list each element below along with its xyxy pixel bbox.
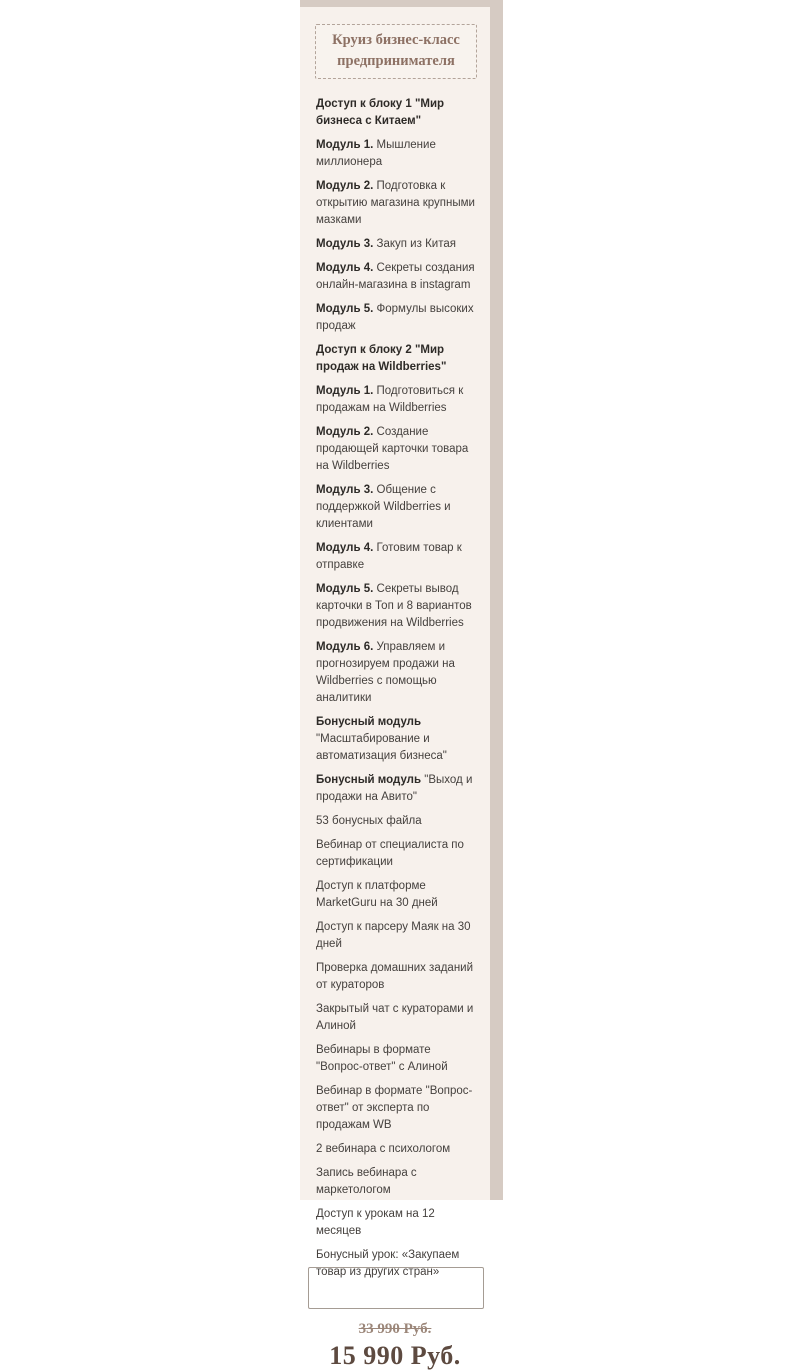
feature-item-text: 2 вебинара с психологом [316, 1143, 451, 1156]
feature-item-text: Вебинар в формате "Вопрос-ответ" от эксперта по продажам WB [316, 1085, 473, 1132]
feature-item [316, 482, 479, 533]
feature-item-text: "Выход и продажи на Авито" [316, 774, 473, 804]
feature-item [316, 1042, 479, 1076]
feature-item-text: Управляем и прогнозируем продажи на Wildberries с помощью аналитики [316, 641, 455, 705]
feature-item [316, 772, 479, 806]
feature-item-bold: Доступ к блоку 1 "Мир бизнеса с Китаем" [316, 98, 445, 128]
feature-item-text: Секреты вывод карточки в Топ и 8 вариантов продвижения на Wildberries [316, 583, 472, 630]
feature-item [316, 837, 479, 871]
feature-item [316, 1165, 479, 1199]
feature-item [316, 813, 479, 830]
new-price: 15 990 Руб. [329, 1341, 461, 1371]
feature-item-text: Проверка домашних заданий от кураторов [316, 962, 474, 992]
feature-item [316, 1001, 479, 1035]
price-block [300, 1321, 490, 1371]
feature-item [316, 639, 479, 707]
course-title: Круиз бизнес-класс предпринимателя [332, 32, 460, 69]
feature-item-bold: Модуль 4. [316, 262, 374, 275]
feature-item [316, 260, 479, 294]
feature-item-bold: Модуль 1. [316, 139, 374, 152]
course-card [300, 0, 503, 1371]
course-panel [300, 7, 490, 1371]
feature-item-text: Готовим товар к отправке [316, 542, 462, 572]
feature-item-text: Запись вебинара с маркетологом [316, 1167, 417, 1197]
feature-item-text: Мышление миллионера [316, 139, 436, 169]
feature-item [316, 919, 479, 953]
feature-item-text: Создание продающей карточки товара на Wildberries [316, 426, 469, 473]
feature-item [316, 878, 479, 912]
feature-item-text: Доступ к платформе MarketGuru на 30 дней [316, 880, 438, 910]
feature-item-text: Закуп из Китая [373, 238, 456, 251]
feature-item [316, 301, 479, 335]
feature-item-text: Бонусный урок: «Закупаем товар из других стран» [316, 1249, 460, 1279]
feature-item-text: Вебинар от специалиста по сертификации [316, 839, 464, 869]
feature-item [316, 1083, 479, 1134]
feature-item [316, 581, 479, 632]
feature-item-bold: Модуль 4. [316, 542, 374, 555]
feature-item [316, 96, 479, 130]
feature-item [316, 1247, 479, 1281]
feature-list [300, 79, 490, 1281]
feature-item-bold: Модуль 5. [316, 303, 374, 316]
feature-item-bold: Модуль 6. [316, 641, 374, 654]
feature-item-bold: Модуль 2. [316, 180, 374, 193]
feature-item-text: Доступ к урокам на 12 месяцев [316, 1208, 435, 1238]
feature-item-text: Общение с поддержкой Wildberries и клиентами [316, 484, 451, 531]
feature-item-text: Вебинары в формате "Вопрос-ответ" с Алиной [316, 1044, 448, 1074]
feature-item [316, 1206, 479, 1240]
feature-item [316, 424, 479, 475]
feature-item-text: Формулы высоких продаж [316, 303, 474, 333]
feature-item [316, 236, 479, 253]
feature-item-bold: Доступ к блоку 2 "Мир продаж на Wildberries" [316, 344, 447, 374]
feature-item-bold: Модуль 1. [316, 385, 374, 398]
course-title-box [315, 24, 477, 79]
feature-item-bold: Модуль 2. [316, 426, 374, 439]
feature-item-bold: Бонусный модуль [316, 716, 422, 729]
feature-item [316, 137, 479, 171]
feature-item-text: Подготовка к открытию магазина крупными мазками [316, 180, 475, 227]
feature-item-text: "Масштабирование и автоматизация бизнеса" [316, 733, 447, 763]
feature-item-text: Подготовиться к продажам на Wildberries [316, 385, 464, 415]
feature-item-bold: Бонусный модуль [316, 774, 422, 787]
feature-item-bold: Модуль 5. [316, 583, 374, 596]
feature-item [316, 714, 479, 765]
feature-item [316, 178, 479, 229]
feature-item [316, 1141, 479, 1158]
feature-item-text: Доступ к парсеру Маяк на 30 дней [316, 921, 471, 951]
feature-item [316, 342, 479, 376]
feature-item-text: 53 бонусных файла [316, 815, 422, 828]
feature-item-text: Секреты создания онлайн-магазина в instagram [316, 262, 475, 292]
old-price: 33 990 Руб. [358, 1321, 432, 1338]
feature-item-bold: Модуль 3. [316, 484, 374, 497]
feature-item-text: Закрытый чат с кураторами и Алиной [316, 1003, 474, 1033]
feature-item [316, 540, 479, 574]
feature-item [316, 960, 479, 994]
feature-item [316, 383, 479, 417]
feature-item-bold: Модуль 3. [316, 238, 374, 251]
